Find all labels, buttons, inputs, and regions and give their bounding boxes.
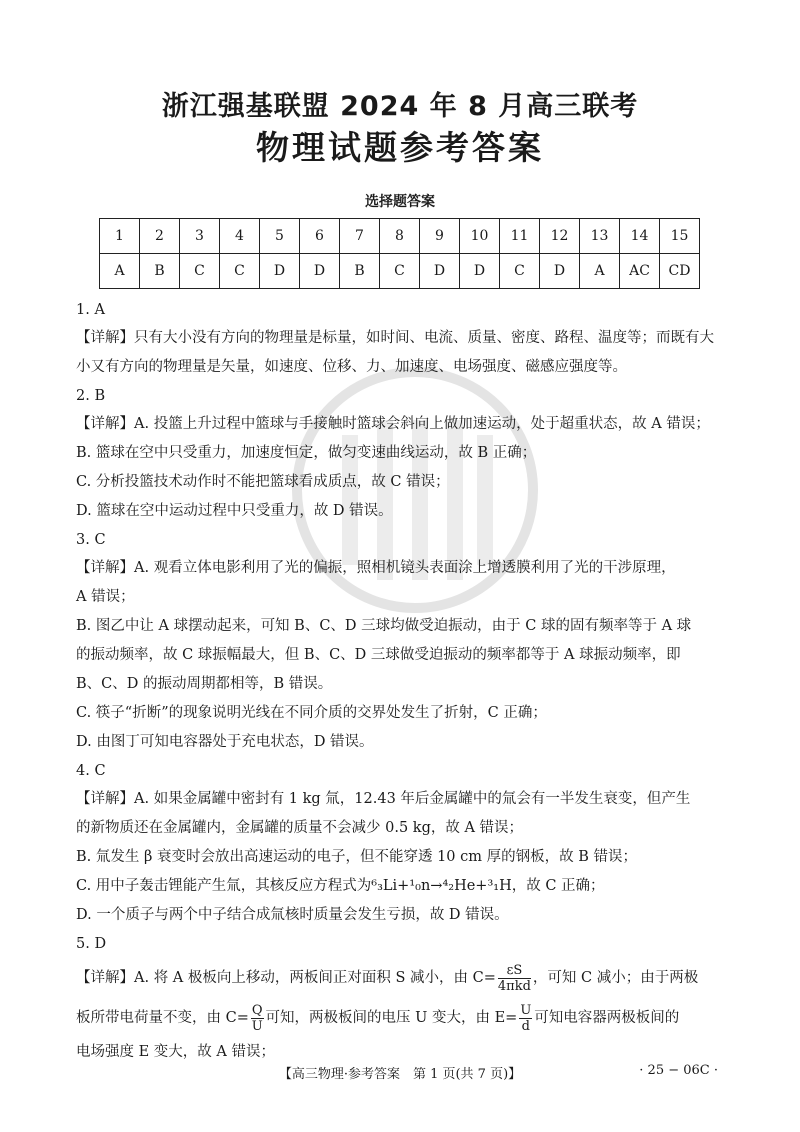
fraction-denominator: U (251, 1018, 263, 1034)
explanation-line: 的振动频率，故 C 球振幅最大，但 B、C、D 三球做受迫振动的频率都等于 A 球振动频率，即 (76, 647, 681, 663)
question-heading: 5. D (76, 936, 107, 952)
answer-key-table (99, 218, 700, 289)
question-number: 13 (580, 219, 620, 254)
explanation-line: 【详解】A. 投篮上升过程中篮球与手接触时篮球会斜向上做加速运动，处于超重状态，故 A 错误； (76, 416, 710, 432)
question-number: 12 (540, 219, 580, 254)
question-heading: 2. B (76, 388, 106, 404)
explanation-line: B. 图乙中让 A 球摆动起来，可知 B、C、D 三球均做受迫振动，由于 C 球的固有频率等于 A 球 (76, 618, 692, 634)
question-number: 7 (340, 219, 380, 254)
answer-row (100, 254, 700, 289)
answer-cell: C (220, 254, 260, 289)
fraction-q-over-u (251, 1003, 264, 1034)
explanations (76, 296, 726, 1067)
text-segment: ，可知 C 减小；由于两极 (532, 970, 699, 986)
question-number: 2 (140, 219, 180, 254)
answer-cell: D (420, 254, 460, 289)
explanation-line: B、C、D 的振动周期都相等，B 错误。 (76, 676, 333, 692)
question-number: 5 (260, 219, 300, 254)
answer-cell: B (340, 254, 380, 289)
explanation-line: C. 用中子轰击锂能产生氚，其核反应方程式为⁶₃Li+¹₀n→⁴₂He+³₁H，故 C 正确； (76, 878, 605, 894)
explanation-line: 的新物质还在金属罐内，金属罐的质量不会减少 0.5 kg，故 A 错误； (76, 820, 524, 836)
answer-cell: C (180, 254, 220, 289)
question-heading: 3. C (76, 532, 106, 548)
answer-cell: C (500, 254, 540, 289)
fraction-denominator: d (521, 1018, 530, 1034)
question-number: 15 (660, 219, 700, 254)
question-number: 1 (100, 219, 140, 254)
question-number: 9 (420, 219, 460, 254)
explanation-line: 【详解】只有大小没有方向的物理量是标量，如时间、电流、质量、密度、路程、温度等；而既有大 (76, 330, 714, 346)
explanation-line: 小又有方向的物理量是矢量，如速度、位移、力、加速度、电场强度、磁感应强度等。 (76, 359, 627, 375)
answer-key-title: 选择题答案 (365, 194, 435, 210)
question-number-row (100, 219, 700, 254)
exam-title: 浙江强基联盟 2024 年 8 月高三联考 (161, 91, 639, 122)
question-number: 8 (380, 219, 420, 254)
answer-cell: A (100, 254, 140, 289)
text-segment: 【详解】A. 将 A 极板向上移动，两板间正对面积 S 减小，由 C= (76, 970, 496, 986)
fraction-numerator: Q (251, 1002, 263, 1018)
answer-cell: CD (660, 254, 700, 289)
explanation-line: B. 氚发生 β 衰变时会放出高速运动的电子，但不能穿透 10 cm 厚的钢板，故 B 错误； (76, 849, 637, 865)
answer-cell: D (460, 254, 500, 289)
explanation-line: D. 由图丁可知电容器处于充电状态，D 错误。 (76, 734, 374, 750)
answer-cell: D (260, 254, 300, 289)
answer-cell: AC (620, 254, 660, 289)
answer-cell: A (580, 254, 620, 289)
fraction-capacitance (498, 963, 531, 994)
explanation-line: B. 篮球在空中只受重力，加速度恒定，做匀变速曲线运动，故 B 正确； (76, 445, 537, 461)
question-number: 14 (620, 219, 660, 254)
explanation-line: 【详解】A. 观看立体电影利用了光的偏振，照相机镜头表面涂上增透膜利用了光的干涉原理， (76, 560, 676, 576)
question-heading: 1. A (76, 302, 105, 318)
question-number: 4 (220, 219, 260, 254)
explanation-line: D. 一个质子与两个中子结合成氚核时质量会发生亏损，故 D 错误。 (76, 907, 509, 923)
fraction-numerator: U (520, 1002, 532, 1018)
explanation-line: D. 篮球在空中运动过程中只受重力，故 D 错误。 (76, 503, 393, 519)
footer-code: · 25 − 06C · (639, 1063, 718, 1078)
fraction-denominator: 4πkd (497, 978, 531, 994)
answer-cell: D (540, 254, 580, 289)
text-segment: 板所带电荷量不变，由 C= (76, 1010, 249, 1026)
answer-cell: D (300, 254, 340, 289)
fraction-u-over-d (519, 1003, 532, 1034)
explanation-line: 【详解】A. 如果金属罐中密封有 1 kg 氚，12.43 年后金属罐中的氚会有一半发生衰变，但产生 (76, 791, 691, 807)
question-number: 11 (500, 219, 540, 254)
question-number: 10 (460, 219, 500, 254)
text-segment: 可知，两极板间的电压 U 变大，由 E= (265, 1010, 518, 1026)
explanation-line: 电场强度 E 变大，故 A 错误； (76, 1044, 275, 1060)
explanation-line (76, 958, 726, 998)
explanation-line: A 错误； (76, 589, 135, 605)
explanation-line (76, 998, 726, 1038)
question-number: 3 (180, 219, 220, 254)
answer-cell: C (380, 254, 420, 289)
question-number: 6 (300, 219, 340, 254)
explanation-line: C. 分析投篮技术动作时不能把篮球看成质点，故 C 错误； (76, 474, 450, 490)
question-heading: 4. C (76, 763, 106, 779)
explanation-line: C. 筷子“折断”的现象说明光线在不同介质的交界处发生了折射，C 正确； (76, 705, 547, 721)
text-segment: 可知电容器两极板间的 (534, 1010, 680, 1026)
footer-page-info: 【高三物理·参考答案 第 1 页(共 7 页)】 (278, 1067, 522, 1082)
answer-cell: B (140, 254, 180, 289)
document-title: 物理试题参考答案 (256, 128, 544, 167)
fraction-numerator: εS (498, 963, 531, 979)
